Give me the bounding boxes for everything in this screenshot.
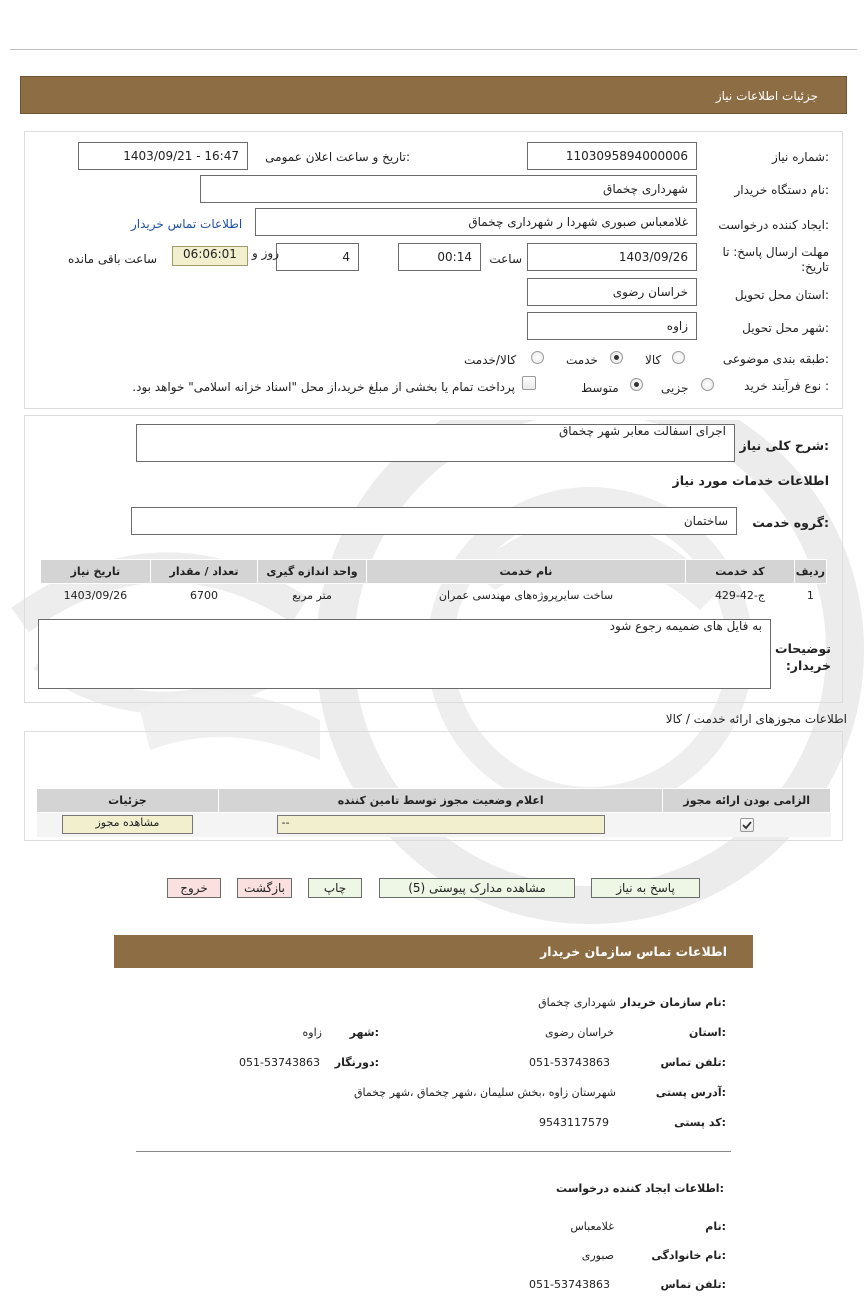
permits-table [36,788,831,837]
contact-city-value: زاوه [302,1026,322,1039]
creator-label: ایجاد کننده درخواست: [718,218,829,232]
back-button[interactable]: بازگشت [237,878,292,898]
cell-name: ساخت سایرپروژه‌های مهندسی عمران [438,589,614,603]
col-name: نام خدمت [366,560,685,584]
category-option-goods-label: کالا [645,353,662,367]
process-label: نوع فرآیند خرید : [744,379,829,393]
last-name-label: نام خانوادگی: [651,1249,726,1262]
creator-phone-label: تلفن تماس: [660,1278,726,1291]
contact-city-label: شهر: [349,1026,379,1039]
buyer-field: شهرداری چخماق [200,175,697,203]
summary-field: اجرای اسفالت معابر شهر چخماق [136,424,735,462]
category-label: طبقه بندی موضوعی: [722,352,829,366]
cell-unit: متر مربع [292,589,332,603]
category-option-service-radio[interactable] [610,351,623,364]
org-value: شهرداری چخماق [538,996,616,1009]
buyer-contact-link[interactable]: اطلاعات تماس خریدار [131,217,243,231]
col-unit: واحد اندازه گیری [258,560,367,584]
process-option-minor-radio[interactable] [701,378,714,391]
cell-code: ج-42-429 [714,589,765,603]
first-name-value: غلامعباس [570,1220,614,1233]
phone-label: تلفن تماس: [660,1056,726,1069]
deadline-time-field: 00:14 [398,243,481,271]
address-label: آدرس پستی: [655,1086,726,1099]
creator-phone-value: 051-53743863 [529,1278,610,1291]
contact-header [114,935,753,968]
announce-label: تاریخ و ساعت اعلان عمومی: [265,150,410,164]
table-row [41,584,827,608]
remaining-time: 06:06:01 [172,246,248,266]
fax-value: 051-53743863 [239,1056,320,1069]
category-option-both-label: کالا/خدمت [464,353,517,367]
province-field: خراسان رضوی [527,278,697,306]
postal-value: 9543117579 [539,1116,609,1129]
col-date: تاریخ نیاز [41,560,151,584]
service-group-field: ساختمان [131,507,737,535]
deadline-date-field: 1403/09/26 [527,243,697,271]
permits-title: اطلاعات مجوزهای ارائه خدمت / کالا [665,712,847,726]
reply-button[interactable]: پاسخ به نیاز [591,878,700,898]
page-header [20,76,847,114]
contact-province-label: استان: [688,1026,726,1039]
days-field: 4 [276,243,359,271]
deadline-time-label: ساعت [489,252,522,266]
summary-label: شرح کلی نیاز: [739,438,829,453]
contact-divider [136,1151,731,1152]
city-label: شهر محل تحویل: [742,321,829,335]
cell-date: 1403/09/26 [63,589,128,603]
permit-status-field[interactable]: -- [277,815,605,834]
checkmark-icon [741,819,753,831]
treasury-payment-note: پرداخت تمام یا بخشی از مبلغ خرید،از محل "اسناد خزانه اسلامی" خواهد بود. [132,380,515,394]
top-divider [10,49,857,50]
process-option-medium-label: متوسط [581,381,619,395]
announce-field: 1403/09/21 - 16:47 [78,142,248,170]
col-code: کد خدمت [686,560,795,584]
deadline-label: مهلت ارسال پاسخ: تا تاریخ: [722,245,829,274]
last-name-value: صبوری [581,1249,614,1262]
process-option-minor-label: جزیی [661,381,689,395]
city-field: زاوه [527,312,697,340]
phone-value: 051-53743863 [529,1056,610,1069]
province-label: استان محل تحویل: [734,288,829,302]
category-option-goods-radio[interactable] [672,351,685,364]
org-label: نام سازمان خریدار: [620,996,726,1009]
permit-required-checkbox [740,818,754,832]
creator-field: غلامعباس صبوری شهردا ر شهرداری چخماق [255,208,697,236]
cell-row: 1 [806,589,814,603]
table-row [37,813,831,837]
treasury-payment-checkbox[interactable] [522,376,536,390]
address-value: شهرستان زاوه ،بخش سلیمان ،شهر چخماق ،شهر چخماق [353,1086,616,1099]
col-required: الزامی بودن ارائه مجوز [663,789,831,813]
creator-info-title: اطلاعات ایجاد کننده درخواست: [556,1182,724,1195]
services-title: اطلاعات خدمات مورد نیاز [672,473,829,488]
col-row: ردیف [794,560,826,584]
contact-province-value: خراسان رضوی [544,1026,614,1039]
category-option-service-label: خدمت [566,353,598,367]
buyer-notes-label: توضیحات خریدار: [775,641,831,673]
col-qty: تعداد / مقدار [150,560,258,584]
view-attachments-button[interactable]: مشاهده مدارک پیوستی (5) [379,878,575,898]
services-table [40,559,827,608]
col-status: اعلام وضعیت مجوز توسط تامین کننده [218,789,663,813]
buyer-label: نام دستگاه خریدار: [734,183,829,197]
exit-button[interactable]: خروج [167,878,221,898]
buyer-notes-field: به فایل های ضمیمه رجوع شود [38,619,771,689]
view-permit-button[interactable]: مشاهده مجوز [62,815,193,834]
category-option-both-radio[interactable] [531,351,544,364]
remaining-suffix: ساعت باقی مانده [68,252,158,266]
service-group-label: گروه خدمت: [752,515,829,530]
need-number-label: شماره نیاز: [771,150,829,164]
col-details: جزئیات [37,789,219,813]
postal-label: کد پستی: [674,1116,726,1129]
fax-label: دورنگار: [334,1056,379,1069]
print-button[interactable]: چاپ [308,878,362,898]
page-title: جزئیات اطلاعات نیاز [715,89,818,103]
first-name-label: نام: [705,1220,726,1233]
process-option-medium-radio[interactable] [630,378,643,391]
need-number-field: 1103095894000006 [527,142,697,170]
cell-qty: 6700 [190,589,218,603]
contact-title: اطلاعات تماس سازمان خریدار [540,944,727,959]
days-suffix: روز و [252,246,279,260]
